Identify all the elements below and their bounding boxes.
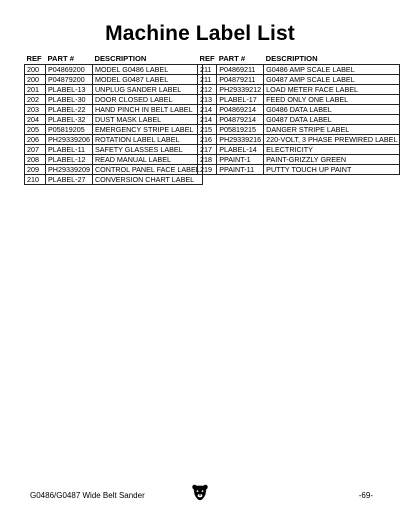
ref-cell: 219: [198, 165, 217, 175]
table-row: [198, 165, 400, 175]
label-table-right: [197, 54, 400, 175]
ref-cell: 209: [25, 165, 46, 175]
description-cell: G0487 AMP SCALE LABEL: [264, 75, 400, 85]
ref-cell: 211: [198, 75, 217, 85]
part-number-cell: PLABEL-17: [217, 95, 264, 105]
table-row: [25, 105, 203, 115]
ref-cell: 218: [198, 155, 217, 165]
part-column-header: PART #: [218, 54, 246, 63]
ref-cell: 208: [25, 155, 46, 165]
part-number-cell: PLABEL-27: [46, 175, 93, 185]
table-row: [25, 115, 203, 125]
ref-cell: 205: [25, 125, 46, 135]
table-row: [198, 125, 400, 135]
ref-cell: 200: [25, 75, 46, 85]
part-number-cell: P04879214: [217, 115, 264, 125]
description-cell: EMERGENCY STRIPE LABEL: [92, 125, 202, 135]
description-cell: HAND PINCH IN BELT LABEL: [92, 105, 202, 115]
description-cell: MODEL G0486 LABEL: [92, 65, 202, 75]
part-number-cell: P04869211: [217, 65, 264, 75]
description-cell: ELECTRICITY: [264, 145, 400, 155]
label-table-left: [24, 54, 203, 185]
description-cell: UNPLUG SANDER LABEL: [92, 85, 202, 95]
ref-cell: 212: [198, 85, 217, 95]
description-cell: 220-VOLT, 3 PHASE PREWIRED LABEL: [264, 135, 400, 145]
table-row: [198, 115, 400, 125]
part-number-cell: PLABEL-13: [46, 85, 93, 95]
part-number-cell: P04869214: [217, 105, 264, 115]
table-row: [25, 135, 203, 145]
table-row: [198, 95, 400, 105]
footer-model-name: G0486/G0487 Wide Belt Sander: [30, 491, 145, 500]
ref-cell: 201: [25, 85, 46, 95]
description-cell: FEED ONLY ONE LABEL: [264, 95, 400, 105]
part-number-cell: P04879200: [46, 75, 93, 85]
part-number-cell: PLABEL-14: [217, 145, 264, 155]
description-cell: DOOR CLOSED LABEL: [92, 95, 202, 105]
description-cell: CONVERSION CHART LABEL: [92, 175, 202, 185]
table-row: [25, 65, 203, 75]
page-title: Machine Label List: [105, 22, 295, 45]
description-cell: CONTROL PANEL FACE LABEL: [92, 165, 202, 175]
description-column-header: DESCRIPTION: [94, 54, 147, 63]
part-number-cell: PLABEL-11: [46, 145, 93, 155]
part-number-cell: P04879211: [217, 75, 264, 85]
description-cell: LOAD METER FACE LABEL: [264, 85, 400, 95]
description-cell: MODEL G0487 LABEL: [92, 75, 202, 85]
description-cell: DANGER STRIPE LABEL: [264, 125, 400, 135]
part-number-cell: PH29339206: [46, 135, 93, 145]
ref-cell: 206: [25, 135, 46, 145]
part-number-cell: P05819215: [217, 125, 264, 135]
ref-cell: 211: [198, 65, 217, 75]
ref-cell: 215: [198, 125, 217, 135]
description-cell: G0486 AMP SCALE LABEL: [264, 65, 400, 75]
part-number-cell: PH29339209: [46, 165, 93, 175]
ref-cell: 210: [25, 175, 46, 185]
ref-cell: 216: [198, 135, 217, 145]
ref-cell: 217: [198, 145, 217, 155]
ref-column-header: REF: [26, 54, 42, 63]
ref-cell: 204: [25, 115, 46, 125]
table-row: [25, 85, 203, 95]
table-row: [25, 155, 203, 165]
description-cell: ROTATION LABEL LABEL: [92, 135, 202, 145]
part-number-cell: PH29339212: [217, 85, 264, 95]
description-cell: READ MANUAL LABEL: [92, 155, 202, 165]
ref-cell: 203: [25, 105, 46, 115]
description-cell: G0487 DATA LABEL: [264, 115, 400, 125]
description-cell: PAINT-GRIZZLY GREEN: [264, 155, 400, 165]
table-row: [198, 155, 400, 165]
table-row: [25, 145, 203, 155]
part-number-cell: PPAINT-11: [217, 165, 264, 175]
ref-cell: 214: [198, 105, 217, 115]
table-header-row: [198, 54, 400, 65]
table-row: [25, 175, 203, 185]
table-row: [25, 75, 203, 85]
description-cell: DUST MASK LABEL: [92, 115, 202, 125]
part-number-cell: PLABEL-32: [46, 115, 93, 125]
ref-cell: 200: [25, 65, 46, 75]
table-row: [198, 145, 400, 155]
ref-cell: 213: [198, 95, 217, 105]
ref-column-header: REF: [199, 54, 215, 63]
table-row: [25, 95, 203, 105]
description-cell: PUTTY TOUCH UP PAINT: [264, 165, 400, 175]
part-column-header: PART #: [47, 54, 74, 63]
table-row: [198, 65, 400, 75]
table-row: [25, 125, 203, 135]
grizzly-bear-logo-icon: [191, 483, 209, 501]
part-number-cell: PPAINT-1: [217, 155, 264, 165]
ref-cell: 214: [198, 115, 217, 125]
part-number-cell: P04869200: [46, 65, 93, 75]
table-header-row: [25, 54, 203, 65]
description-cell: G0486 DATA LABEL: [264, 105, 400, 115]
description-column-header: DESCRIPTION: [265, 54, 318, 63]
part-number-cell: P05819205: [46, 125, 93, 135]
footer-page-number: -69-: [358, 491, 373, 500]
table-row: [198, 85, 400, 95]
table-row: [198, 105, 400, 115]
table-row: [198, 135, 400, 145]
ref-cell: 207: [25, 145, 46, 155]
table-row: [25, 165, 203, 175]
part-number-cell: PLABEL-12: [46, 155, 93, 165]
table-row: [198, 75, 400, 85]
description-cell: SAFETY GLASSES LABEL: [92, 145, 202, 155]
ref-cell: 202: [25, 95, 46, 105]
part-number-cell: PLABEL-30: [46, 95, 93, 105]
part-number-cell: PH29339216: [217, 135, 264, 145]
part-number-cell: PLABEL-22: [46, 105, 93, 115]
